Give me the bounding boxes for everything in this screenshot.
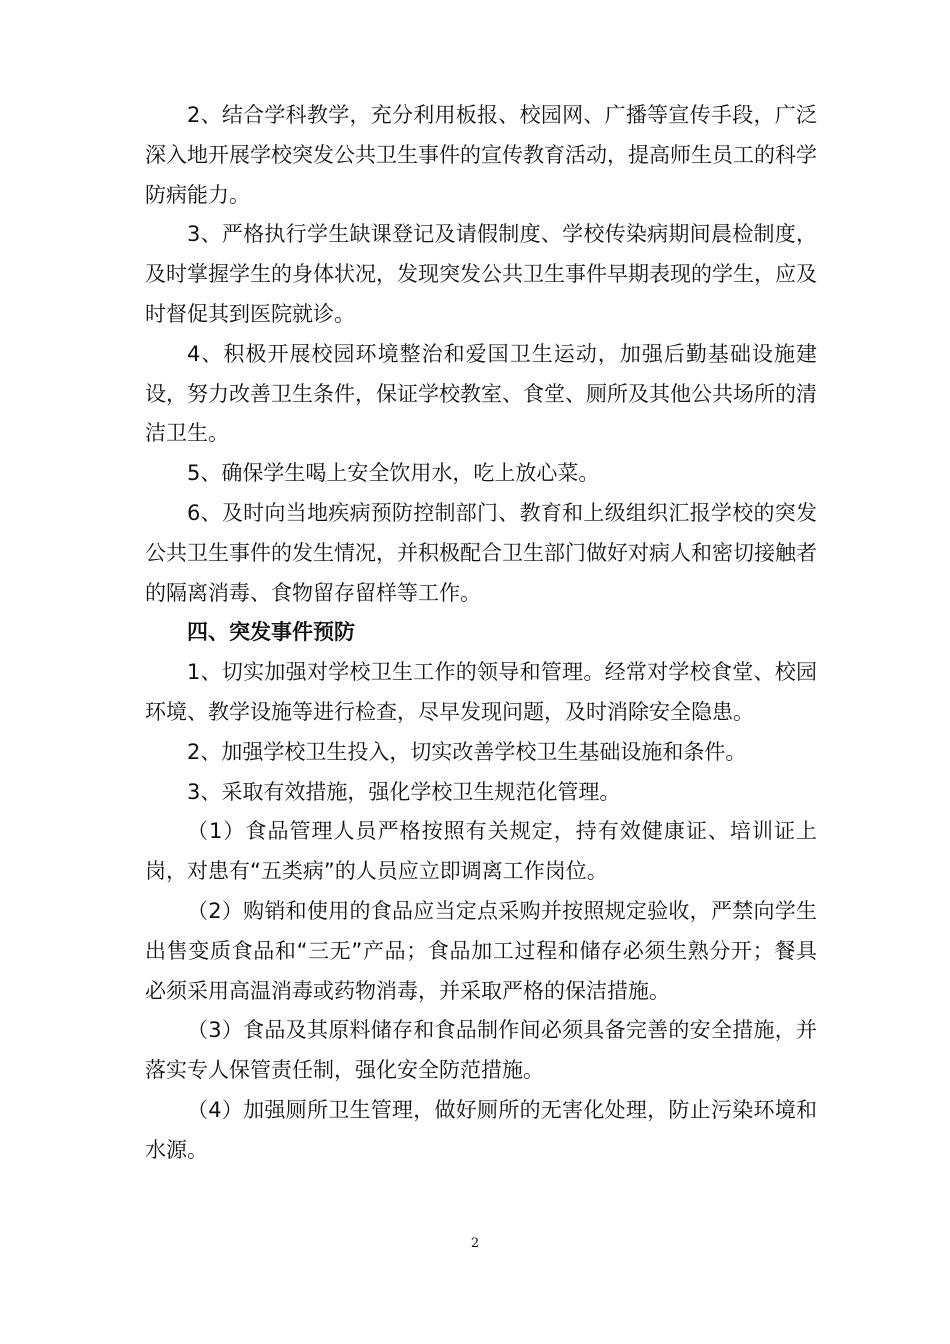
paragraph: 2、加强学校卫生投入，切实改善学校卫生基础设施和条件。 xyxy=(187,739,747,764)
paragraph: （4）加强厕所卫生管理，做好厕所的无害化处理，防止污染环境和水源。 xyxy=(145,1097,817,1162)
paragraph: 2、结合学科教学，充分利用板报、校园网、广播等宣传手段，广泛深入地开展学校突发公共卫生事件的宣传教育活动，提高师生员工的科学防病能力。 xyxy=(145,103,817,207)
paragraph: 5、确保学生喝上安全饮用水，吃上放心菜。 xyxy=(187,461,600,486)
paragraph: （2）购销和使用的食品应当定点采购并按照规定验收，严禁向学生出售变质食品和“三无”产品；食品加工过程和储存必须生熟分开；餐具必须采用高温消毒或药物消毒，并采取严格的保洁措施。 xyxy=(145,898,817,1003)
paragraph: （3）食品及其原料储存和食品制作间必须具备完善的安全措施，并落实专人保管责任制，强化安全防范措施。 xyxy=(145,1018,817,1083)
paragraph: （1）食品管理人员严格按照有关规定，持有效健康证、培训证上岗，对患有“五类病”的人员应立即调离工作岗位。 xyxy=(145,819,817,884)
section-heading: 四、突发事件预防 xyxy=(187,620,355,645)
document-body xyxy=(145,96,817,1171)
paragraph: 4、积极开展校园环境整治和爱国卫生运动，加强后勤基础设施建设，努力改善卫生条件，保证学校教室、食堂、厕所及其他公共场所的清洁卫生。 xyxy=(145,341,817,446)
paragraph: 1、切实加强对学校卫生工作的领导和管理。经常对学校食堂、校园环境、教学设施等进行检查，尽早发现问题，及时消除安全隐患。 xyxy=(145,660,817,724)
paragraph: 3、采取有效措施，强化学校卫生规范化管理。 xyxy=(187,779,621,804)
paragraph: 3、严格执行学生缺课登记及请假制度、学校传染病期间晨检制度，及时掌握学生的身体状况，发现突发公共卫生事件早期表现的学生，应及时督促其到医院就诊。 xyxy=(145,222,817,326)
page-number: 2 xyxy=(470,1236,480,1251)
paragraph: 6、及时向当地疾病预防控制部门、教育和上级组织汇报学校的突发公共卫生事件的发生情况，并积极配合卫生部门做好对病人和密切接触者的隔离消毒、食物留存留样等工作。 xyxy=(145,500,817,605)
